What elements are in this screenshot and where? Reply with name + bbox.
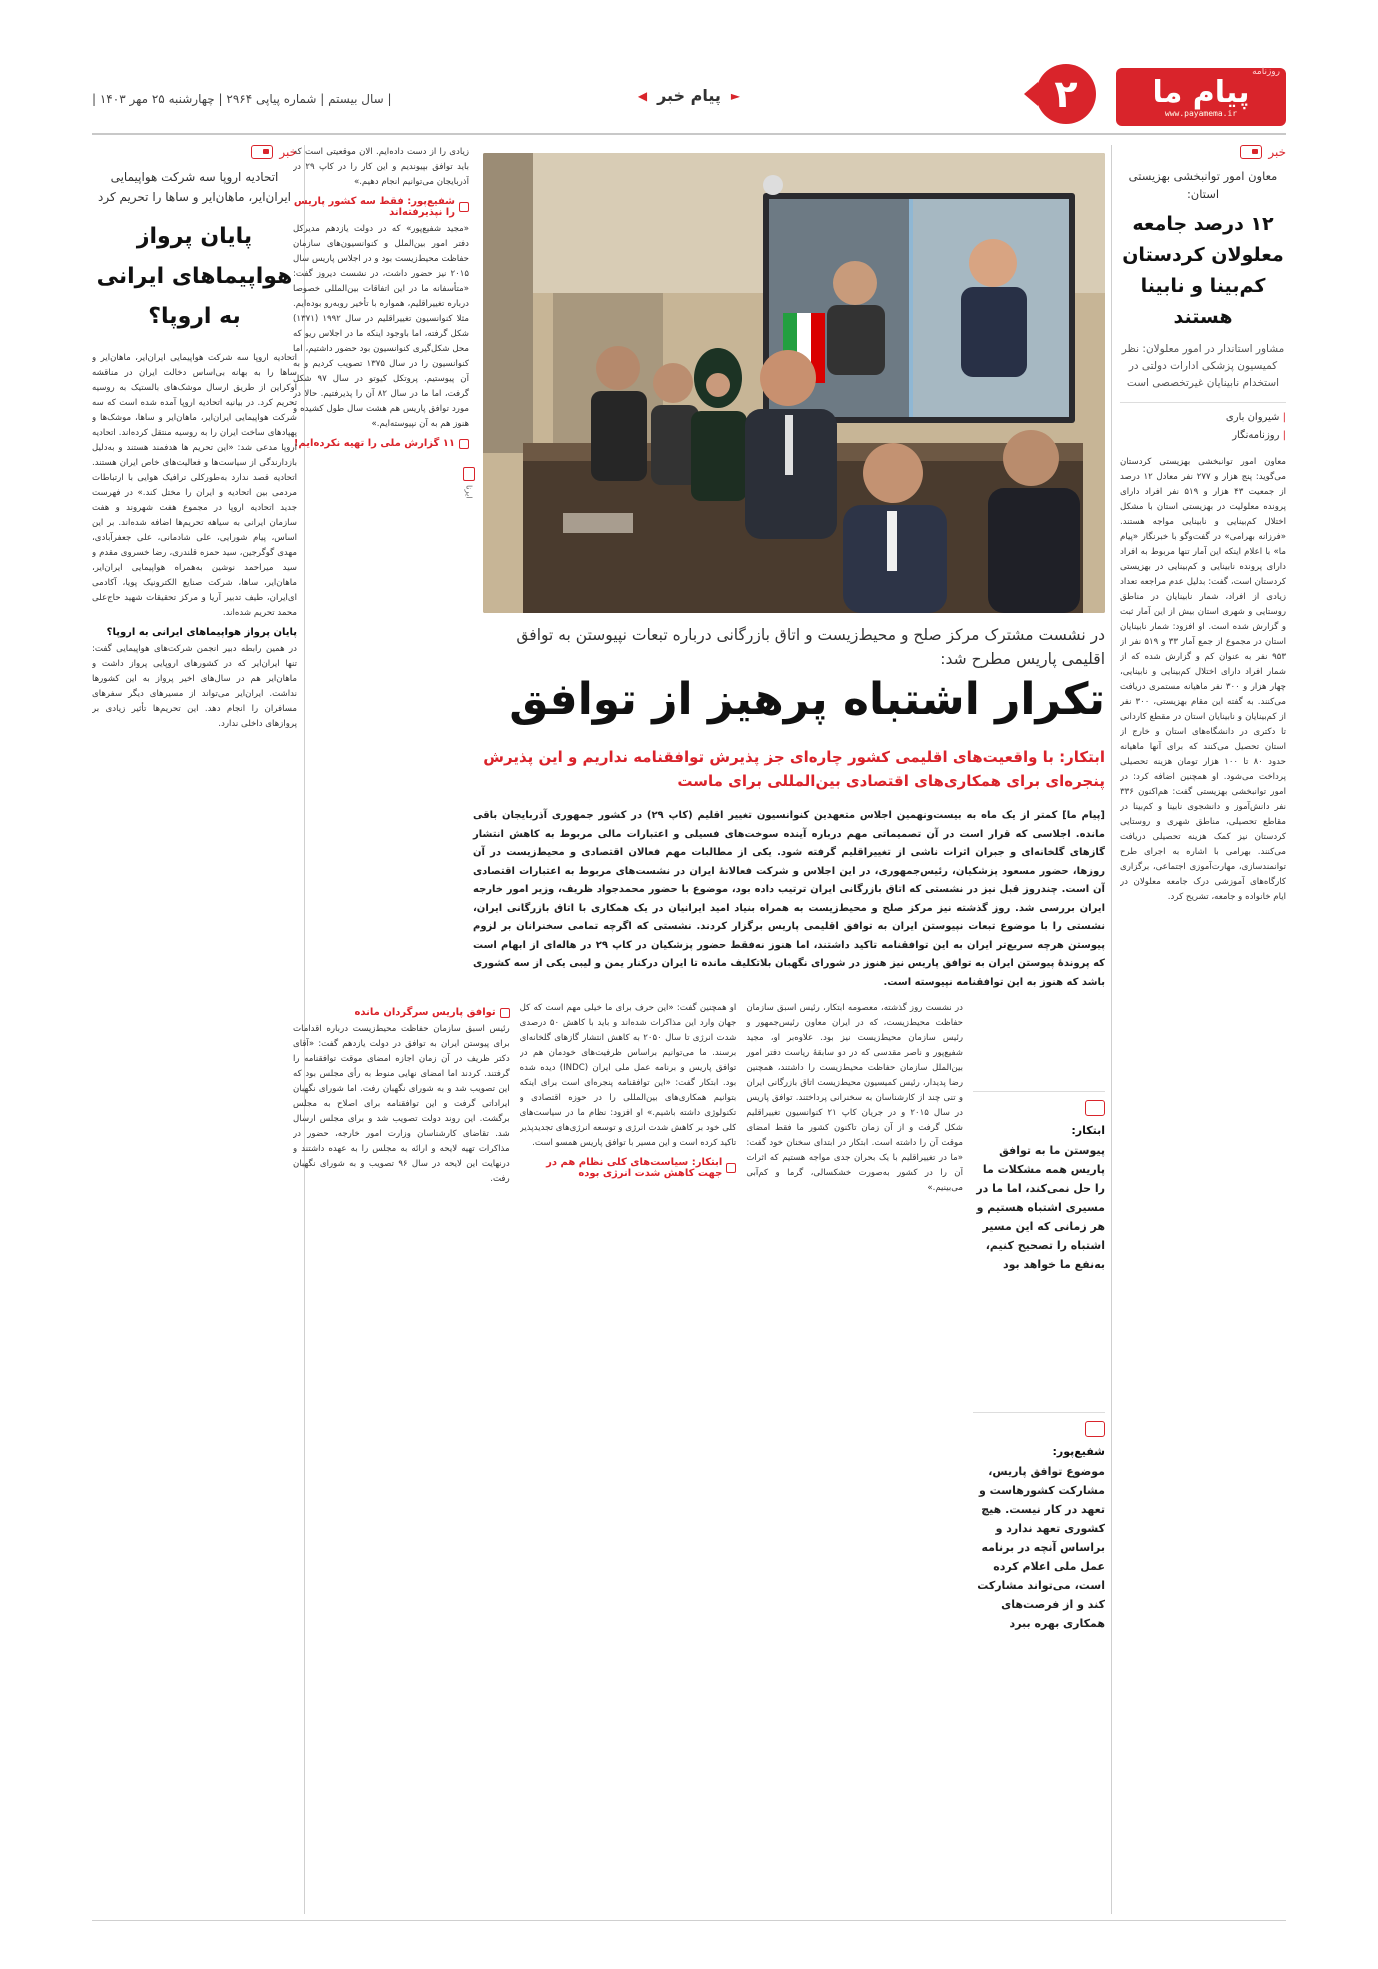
section-dot-icon: ► [730, 88, 741, 103]
left-story-subhead: پایان پرواز هواپیماهای ایرانی به اروپا؟ [106, 627, 297, 638]
issue-info: | سال بیستم | شماره پیاپی ۲۹۶۴ | چهارشنبه ۲۵ مهر ۱۴۰۳ | [92, 92, 392, 106]
pull-quote-ebtekar [973, 1091, 1105, 1274]
logo-word: روزنامه [1252, 67, 1280, 77]
subhead-paris-wandering [293, 1007, 510, 1018]
subhead-national-reports [293, 438, 469, 449]
main-story [293, 145, 1105, 1914]
left-story-kicker: اتحادیه اروپا سه شرکت هواپیمایی ایران‌ایر، ماهان‌ایر و ساها را تحریم کرد [97, 170, 291, 204]
masthead [92, 62, 1286, 132]
quote-icon [1085, 1421, 1105, 1437]
subhead-bullet-icon [726, 1163, 736, 1173]
main-story-col-1-text: در نشست روز گذشته، معصومه ابتکار، رئیس اسبق سازمان حفاظت محیط‌زیست، که در ایران معاون رئیس‌جمهور و رئیس سازمان محیط‌زیست نیز بود. علاوه‌بر او، مجید شفیع‌پور و ناصر مقدسی که در دو سابقهٔ ریاست دفتر امور بین‌الملل سازمان حفاظت محیط‌زیست را داشتند، همچنین رضا پدیدار، رئیس کمیسیون محیط‌زیست اتاق بازرگانی ایران و تنی چند از کارشناسان به سخنرانی پرداختند. توافق پاریس در سال ۲۰۱۵ و در جریان کاپ ۲۱ کنوانسیون تغییراقلیم شکل گرفت و از آن زمان تاکنون کشور ما فقط امضای موقت آن را داشته است. ابتکار در ابتدای سخنان خود گفت: «ما در تغییراقلیم با یک بحران جدی مواجه هستیم که اثرات آن را در کشور به‌صورت خشکسالی، گرما و کم‌آبی می‌بینیم.» [746, 1003, 963, 1193]
column-divider [1111, 145, 1112, 1914]
right-column-story [1120, 145, 1286, 1914]
news-tag-label: خبر [1268, 145, 1286, 159]
main-story-continuation-top [293, 145, 469, 705]
footer-divider [92, 1920, 1286, 1921]
right-story-byline [1120, 402, 1286, 445]
pull-quote-shafiepour [973, 1412, 1105, 1633]
byline-role: | روزنامه‌نگار [1120, 427, 1286, 445]
logo-site: www.payamema.ir [1164, 108, 1238, 118]
byline-name: | شیروان باری [1120, 409, 1286, 427]
news-tag-icon [1240, 145, 1262, 159]
pull-quotes-column [973, 1001, 1105, 1914]
pull-quote-text: پیوستن ما به توافق پاریس همه مشکلات ما را حل نمی‌کند، اما ما در مسیری اشتباه هستیم و هر زمانی که این مسیر اشتباه را تصحیح کنیم، به‌نفع ما خواهد بود [976, 1144, 1105, 1271]
pull-quote-speaker: شفیع‌پور: [1052, 1445, 1105, 1458]
news-tag [92, 145, 297, 159]
meeting-photo-illustration [483, 153, 1105, 613]
main-story-kicker: در نشست مشترک مرکز صلح و محیط‌زیست و اتاق بازرگانی درباره تبعات نپیوستن به توافق اقلیمی پاریس مطرح شد: [516, 626, 1105, 668]
newspaper-logo[interactable] [1116, 68, 1286, 126]
logo-text: پیام ما [1152, 74, 1250, 110]
section-name-label: پیام خبر [657, 86, 721, 105]
meeting-photo [483, 153, 1105, 613]
pull-quote-spacer [973, 1001, 1105, 1091]
continuation-body: زیادی را از دست داده‌ایم. الان موقعیتی است که باید توافق بپیوندیم و این کار را در کاپ ۲۹ در آذربایجان می‌توانیم انجام دهیم.» [293, 147, 469, 187]
left-story-body-2: در همین رابطه دبیر انجمن شرکت‌های هواپیمایی گفت: تنها ایران‌ایر که در کشورهای اروپایی پرواز داشت و ماهان‌ایر هم در سال‌های اخیر پرواز به این کشورها نداشت. ایران‌ایر می‌تواند از مسیرهای دیگر سفرهای مسافران را انجام دهد. این تحریم‌ها تأثیر زیادی بر پروازهای داخلی ندارد. [92, 644, 297, 729]
main-story-columns [293, 1001, 1105, 1914]
page-number-badge: ۲ [1036, 64, 1096, 124]
right-story-headline[interactable]: ۱۲ درصد جامعه معلولان کردستان کم‌بینا و نابینا هستند [1122, 213, 1284, 328]
main-story-col-3 [293, 1001, 510, 1914]
subhead-shafiepour [293, 196, 469, 218]
section-name [638, 86, 740, 105]
right-story-body: معاون امور توانبخشی بهزیستی کردستان می‌گوید: پنج هزار و ۲۷۷ نفر معادل ۱۲ درصد از جمعیت ۴۳ هزار و ۵۱۹ نفر افراد دارای پرونده معلولیت در بهزیستی استان با مشکل اختلال کم‌بینایی و نابینایی مواجه هستند. «فرزانه بهرامی» در گفت‌وگو با خبرنگار «پیام ما» با اعلام اینکه این آمار تنها مربوط به افراد دارای پرونده نابینایی و کم‌بینایی در بهزیستی کردستان است، گفت: بدلیل عدم مراجعه تعداد زیادی از افراد، شمار نابینایان در مناطق روستایی و شهری استان بیش از این آمار ثبت و گزارش شده است. او افزود: شمار نابینایان استان در مجموع از جمع آمار ۳۳ و ۵۱۹ نفر از ۹۵۳ نفر به عنوان کم و گزارش شده که از شمار افراد دارای اختلال کم‌بینایی و نابینایی، چهار هزار و ۳۰۰ نفر ماهیانه مستمری دریافت می‌کنند. به گفته این مقام بهزیستی، ۳۰۰ نفر از کم‌بینایان و نابینایان استان در مقطع کاردانی تا دکتری در دانشگاه‌های استان و خارج از استان تحصیل می‌کنند که برای آنها ماهیانه حدود ۸۰ تا ۱۰۰ هزار تومان هزینه تحصیلی پرداخت می‌شود. او همچنین اضافه کرد: در امور توانبخشی بهزیستی گفت: هم‌اکنون ۳۳۶ نفر دانش‌آموز و دانشجوی نابینا و کم‌بینا در مقاطع تحصیلی، مناطق شهری و روستایی کردستان نیز کمک هزینه تحصیلی دریافت می‌کنند. بهرامی با اشاره به اجرای طرح توانمندسازی، مهارت‌آموزی اجتماعی، برگزاری کارگاه‌های آموزشی درک جامعه معلولان در ایام خانواده و جامعه، تشریح کرد. [1120, 457, 1286, 902]
continuation-body-2: «مجید شفیع‌پور» که در دولت یازدهم مدیرکل دفتر امور بین‌الملل و کنوانسیون‌های سازمان حفاظت محیط‌زیست بود و در اجلاس پاریس سال ۲۰۱۵ نیز حضور داشت، در نشست دیروز گفت: «متأسفانه ما در این اتفاقات بین‌المللی خصوصا درباره تغییراقلیم، همواره با تأخیر روبه‌رو بوده‌ایم. مثلا کنوانسیون تغییراقلیم در سال ۱۹۹۲ (۱۳۷۱) شکل گرفته، اما باوجود اینکه ما در اجلاس ریو که محل شکل‌گیری کنوانسیون بود حضور داشتیم، اما کنوانسیون را در سال ۱۳۷۵ تصویب کردیم و به آن پیوستیم. پروتکل کیوتو در سال ۹۷ شکل گرفت، اما ما در سال ۸۲ آن را پذیرفتیم. حالا در مورد توافق پاریس هم هشت سال طول کشیده و هنوز هم به آن نپیوسته‌ایم.» [293, 224, 469, 429]
subhead-national-reports-label: ۱۱ گزارش ملی را تهیه نکرده‌ایم! [293, 438, 455, 449]
left-story-headline[interactable]: پایان پرواز هواپیماهای ایرانی به اروپا؟ [96, 224, 293, 329]
subhead-energy-policy [520, 1157, 737, 1179]
main-story-col-3-text: رئیس اسبق سازمان حفاظت محیط‌زیست درباره اقدامات برای پیوستن ایران به توافق در دولت یازدهم گفت: «آقای دکتر ظریف در آن زمان اجازه امضای موقت توافقنامه را گرفتند. کردند اما امضای نهایی منوط به رأی مجلس بود که این تصویب شد و به شورای نگهبان رفت. اما شورای نگهبان ایراداتی گرفت و این توافقنامه برای اصلاح به مجلس برگشت. این روند دولت تصویب شد و برای مجلس ارسال شد. تقاضای کارشناسان وزارت امور خارجه، حضور در مذاکرات تهیه لایحه و ارائه به مجلس را به عهده داشتند و درنهایت این لایحه در سال ۹۶ تصویب و به شورای نگهبان رفت. [293, 1024, 510, 1184]
main-story-col-1 [746, 1001, 963, 1914]
main-story-lead: ابتکار: با واقعیت‌های اقلیمی کشور چاره‌ای جز پذیرش توافقنامه نداریم و این پذیرش پنجره‌ای برای همکاری‌های اقتصادی بین‌المللی برای ماست [483, 748, 1105, 790]
photo-credit-label: ایرنا [464, 485, 474, 499]
quote-icon [1085, 1100, 1105, 1116]
left-column-story [92, 145, 297, 1914]
subhead-shafiepour-label: شفیع‌پور: فقط سه کشور پاریس را نپذیرفته‌اند [293, 196, 455, 218]
pull-quote-spacer [973, 1292, 1105, 1412]
pull-quote-text: موضوع توافق پاریس، مشارکت کشورهاست و تعهد در کار نیست. هیچ کشوری تعهد ندارد و براساس آنچه در برنامه عمل ملی اعلام کرده است، می‌تواند مشارکت کند و از فرصت‌های همکاری بهره ببرد [977, 1465, 1105, 1630]
subhead-energy-policy-label: ابتکار: سیاست‌های کلی نظام هم در جهت کاهش شدت انرژی بوده [546, 1157, 723, 1179]
subhead-paris-wandering-label: توافق پاریس سرگردان مانده [354, 1007, 496, 1018]
pull-quote-speaker: ابتکار: [1071, 1124, 1105, 1137]
right-story-kicker: معاون امور توانبخشی بهزیستی استان: [1128, 169, 1278, 201]
news-tag [1120, 145, 1286, 159]
right-story-lead: مشاور استاندار در امور معلولان: نظر کمیسیون پزشکی ادارات دولتی در استخدام نابینایان غیرتخصصی است [1121, 343, 1285, 389]
news-tag-icon [251, 145, 273, 159]
main-story-intro: [پیام ما] کمتر از یک ماه به بیست‌ونهمین اجلاس متعهدین کنوانسیون تغییر اقلیم (کاپ ۲۹) در کشور جمهوری آذربایجان باقی مانده. اجلاسی که قرار است در آن تصمیماتی مهم درباره آینده سوخت‌های فسیلی و اعتبارات مالی مربوط به کاهش انتشار گازهای گلخانه‌ای و جبران اثرات ناشی از تغییراقلیم گرفته شود. یکی از مطالبات مهم فعالان اقتصادی و محیط‌زیست در آن روزها، حضور مسعود پزشکیان، رئیس‌جمهوری، در این اجلاس و شرکت فعالانهٔ ایران در نشست‌های مربوط به اعتبارات اقتصادی آن است. چندروز قبل نیز در نشستی که اتاق بازرگانی ایران ترتیب داده بود، موضوع با حضور محمدجواد ظریف، وزیر امور خارجه ایران بررسی شد. روز گذشته نیز مرکز صلح و محیط‌زیست به همراه بنیاد امید ایرانیان در یک همکاری با اتاق بازرگانی ایران، نشستی را با موضوع تبعات نپیوستن ایران به توافق اقلیمی پاریس برگزار کردند. نشستی که اگرچه تمامی سخنرانان بر لزوم پیوستن هرچه سریع‌تر ایران به این توافقنامه تاکید داشتند، اما هنوز نه‌فقط حضور پزشکیان در کاپ ۲۹ در هاله‌ای از ابهام است که پروندهٔ پیوستن ایران به توافق پاریس نیز هنوز در شورای نگهبان بلاتکلیف مانده تا ایران درکنار یمن و لیبی یکی از سه کشوری باشد که هنوز به این توافقنامه نپیوسته است. [473, 810, 1105, 988]
news-tag-label: خبر [279, 145, 297, 159]
left-story-body: اتحادیه اروپا سه شرکت هواپیمایی ایران‌ایر، ماهان‌ایر و ساها را به بهانه بی‌اساس دخالت ایران در مناقشه اوکراین از طریق ارسال موشک‌های بالستیک به روسیه تحریم کرد. در بیانیه اتحادیه اروپا آمده شده است که سه شرکت هواپیمایی ایران‌ایر، ماهان‌ایر و ساها، موشک‌ها و پهپادهای ساخت ایران را به روسیه منتقل کرده‌اند. اتحادیه اروپا مدعی شد: «این تحریم ها هدفمند هستند و به‌دلیل بازدارندگی از سیاست‌ها و فعالیت‌های خاص ایران هستند. اتحادیه قصد ندارد به‌طورکلی ترافیک هوایی با ارتباطات مردمی بین اتحادیه و ایران را مختل کند.» در فهرست جدید اتحادیه اروپا در مجموع هفت شهروند و هفت سازمان ایرانی به سیاهه تحریم‌ها اضافه شده‌اند. بر این اساس، پیام شورایی، علی شادمانی، علی جعفرآبادی، مهدی گوگرجین، سید حمزه قلندری، رضا خسروی مقدم و سید میراحمد نوشین به‌همراه هواپیمایی ایران‌ایر، ماهان‌ایر، ساها، شرکت صنایع الکترونیک پویا، آکادمی ای‌ایران، طیف تدبیر آریا و مرکز تحقیقات شهید حاج‌علی محمد تحریم شده‌اند. [92, 353, 297, 618]
subhead-bullet-icon [459, 202, 469, 212]
section-dot-icon: ◀ [637, 88, 648, 103]
subhead-bullet-icon [459, 439, 469, 449]
main-story-headline[interactable]: تکرار اشتباه پرهیز از توافق [509, 674, 1105, 725]
main-story-col-2 [520, 1001, 737, 1914]
masthead-divider [92, 133, 1286, 135]
main-story-col-2-text: او همچنین گفت: «این حرف برای ما خیلی مهم است که کل جهان وارد این مذاکرات شده‌اند و باید با کاهش ۵۰ درصدی شدت انرژی تا سال ۲۰۵۰ به کاهش انتشار گازهای گلخانه‌ای برسند. ما می‌توانیم براساس ظرفیت‌های خودمان هم در توافق پاریس و برنامه عمل ملی ایران (INDC) دیده شده بود. ابتکار گفت: «این توافقنامه پنجره‌ای است برای اینکه بتوانیم همکاری‌های بین‌المللی را در حوزه اقتصادی و تکنولوژی داشته باشیم.» او افزود: نظام ما در سیاست‌های کلی خود بر کاهش شدت انرژی و توسعه انرژی‌های تجدیدپذیر تاکید کرده است و این مسیر با توافق پاریس همسو است. [519, 1003, 737, 1148]
subhead-bullet-icon [500, 1008, 510, 1018]
